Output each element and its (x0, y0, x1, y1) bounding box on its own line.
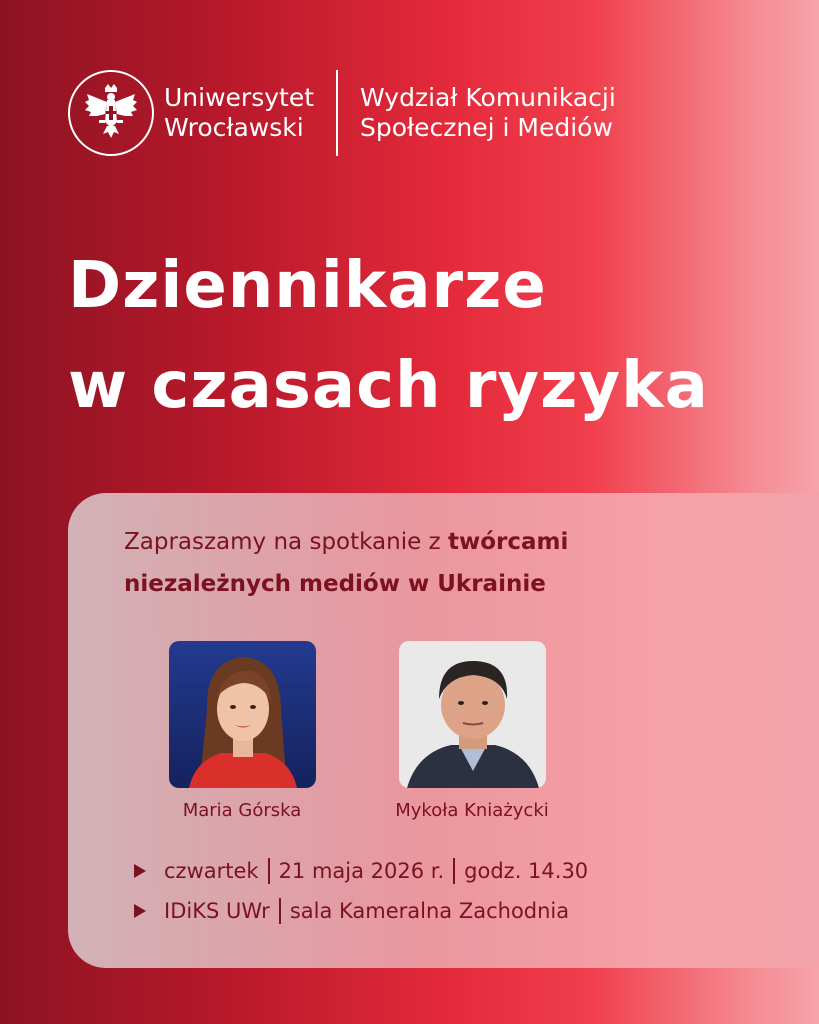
event-details (134, 851, 588, 931)
event-venue: IDiKS UWr (164, 899, 270, 923)
separator (279, 898, 281, 924)
speaker-name-2: Mykoła Kniażycki (395, 800, 549, 821)
speaker-card-1 (152, 641, 332, 821)
event-title-line2: w czasach ryzyka (68, 349, 709, 423)
play-arrow-icon (134, 864, 146, 878)
header-divider (336, 70, 338, 156)
eagle-crest-icon (81, 82, 141, 144)
faculty-name (360, 83, 616, 143)
speaker-photo-2 (399, 641, 546, 788)
event-time: godz. 14.30 (464, 859, 589, 883)
venue-row (134, 891, 588, 931)
speaker-card-2 (382, 641, 562, 821)
event-date: 21 maja 2026 r. (278, 859, 445, 883)
university-crest-logo (68, 70, 154, 156)
speaker-name-1: Maria Górska (182, 800, 302, 821)
university-name-line1: Uniwersytet (164, 83, 314, 112)
event-room: sala Kameralna Zachodnia (289, 899, 570, 923)
separator (268, 858, 270, 884)
play-arrow-icon (134, 904, 146, 918)
university-name (164, 83, 314, 143)
invitation-text (124, 521, 684, 605)
event-info-card (68, 493, 819, 968)
event-title (68, 236, 709, 436)
separator (453, 858, 455, 884)
event-day: czwartek (164, 859, 259, 883)
invitation-regular: Zapraszamy na spotkanie z (124, 529, 448, 555)
invitation-bold-1: twórcami (447, 529, 569, 555)
event-title-line1: Dziennikarze (68, 249, 547, 323)
speaker-photo-1 (169, 641, 316, 788)
header (68, 68, 616, 158)
faculty-name-line1: Wydział Komunikacji (360, 83, 616, 112)
university-name-line2: Wrocławski (164, 113, 304, 142)
faculty-name-line2: Społecznej i Mediów (360, 113, 613, 142)
invitation-bold-2: niezależnych mediów w Ukrainie (124, 571, 546, 597)
date-time-row (134, 851, 588, 891)
